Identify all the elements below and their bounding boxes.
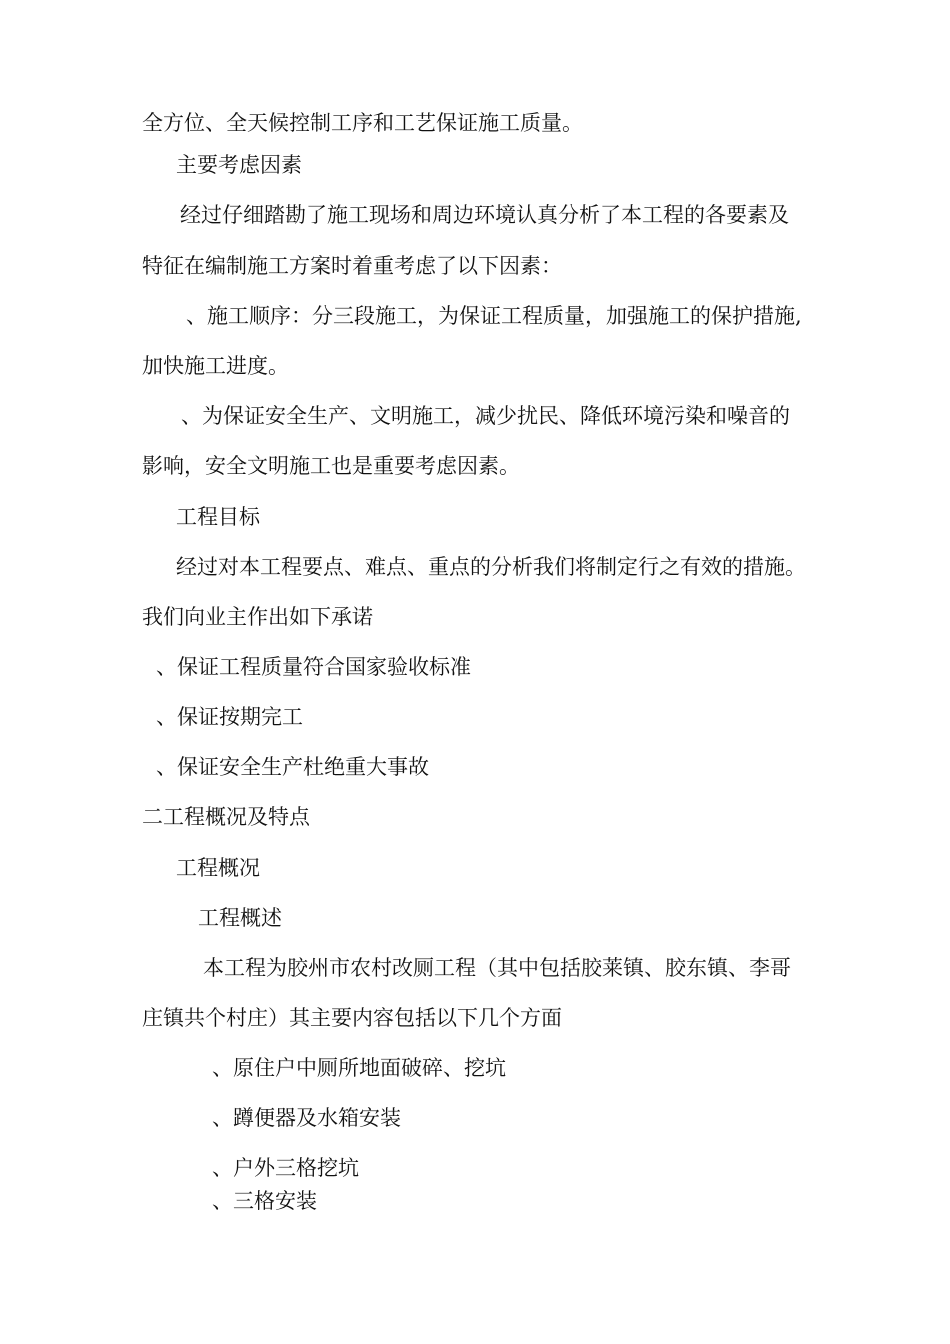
body-text-line: 我们向业主作出如下承诺 [142,605,373,629]
list-item: 、原住户中厕所地面破碎、挖坑 [212,1056,506,1080]
body-text-line: 庄镇共个村庄）其主要内容包括以下几个方面 [142,1006,562,1030]
list-item: 、保证工程质量符合国家验收标准 [156,655,471,679]
body-text-line: 本工程为胶州市农村改厕工程（其中包括胶莱镇、胶东镇、李哥 [203,956,791,980]
section-heading: 工程概况 [176,856,260,880]
list-item: 、保证安全生产杜绝重大事故 [156,755,429,779]
section-heading: 工程目标 [176,505,260,529]
body-text-line: 特征在编制施工方案时着重考虑了以下因素： [142,254,562,278]
section-heading: 主要考虑因素 [176,153,302,177]
subsection-heading: 工程概述 [198,906,282,930]
body-text-line: 加快施工进度。 [142,354,289,378]
list-item: 、蹲便器及水箱安装 [212,1106,401,1130]
list-item: 、户外三格挖坑 [212,1156,359,1180]
chapter-heading: 二工程概况及特点 [142,805,310,829]
list-item: 、保证按期完工 [156,705,303,729]
list-item: 、施工顺序：分三段施工，为保证工程质量，加强施工的保护措施, [186,304,802,328]
list-item: 、三格安装 [212,1189,317,1213]
body-text-line: 经过对本工程要点、难点、重点的分析我们将制定行之有效的措施。 [176,555,806,579]
body-text-line: 全方位、全天候控制工序和工艺保证施工质量。 [142,111,583,135]
body-text-line: 经过仔细踏勘了施工现场和周边环境认真分析了本工程的各要素及 [180,203,789,227]
list-item: 、为保证安全生产、文明施工，减少扰民、降低环境污染和噪音的 [181,404,790,428]
body-text-line: 影响，安全文明施工也是重要考虑因素。 [142,454,520,478]
